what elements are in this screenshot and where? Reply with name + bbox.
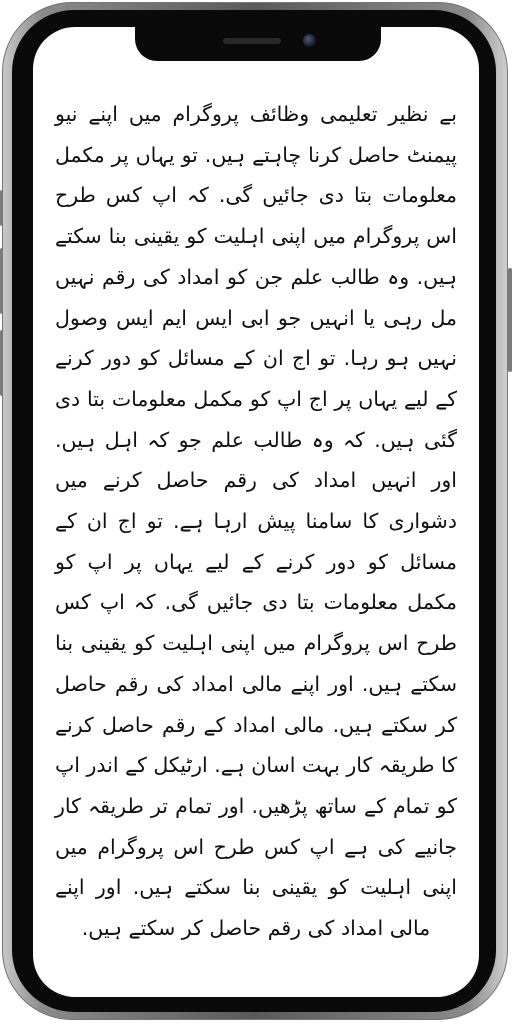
front-camera-icon [303, 34, 316, 47]
article-paragraph: بے نظیر تعلیمی وظائف پروگرام میں اپنے نیو پیمنٹ حاصل کرنا چاہتے ہیں. تو یہاں پر مکمل معلومات بتا دی جائیں گی. کہ اپ کس طرح اس پروگرام میں اپنی اہلیت کو یقینی بنا سکتے ہیں. وہ طالب علم جن کو امداد کی رقم نہیں مل رہی یا انہیں جو ابی ایس ایم ایس وصول نہیں ہو رہا. تو اج ان کے مسائل کو دور کرنے کے لیے یہاں پر اج اپ کو مکمل معلومات بتا دی گئی ہیں. کہ وہ طالب علم جو کہ اہل ہیں. اور انہیں امداد کی رقم حاصل کرنے میں دشواری کا سامنا پیش ارہا ہے. تو اج ان کے مسائل کو دور کرنے کے لیے یہاں پر اپ کو مکمل معلومات بتا دی جائیں گی. کہ اپ کس طرح اس پروگرام میں اپنی اہلیت کو یقینی بنا سکتے ہیں. اور اپنے مالی امداد کی رقم حاصل کر سکتے ہیں. مالی امداد کے رقم حاصل کرنے کا طریقہ کار بہت اسان ہے. ارٹیکل کے اندر اپ کو تمام کے ساتھ پڑھیں. اور تمام تر طریقہ کار جانیے کی ہے اپ کس طرح اس پروگرام میں اپنی اہلیت کو یقینی بنا سکتے ہیں. اور اپنے مالی امداد کی رقم حاصل کر سکتے ہیں. [55, 102, 457, 941]
article-body [55, 94, 457, 949]
phone-screen [33, 27, 479, 997]
notch [135, 27, 381, 61]
speaker-grille [223, 38, 281, 44]
power-button [508, 268, 512, 372]
